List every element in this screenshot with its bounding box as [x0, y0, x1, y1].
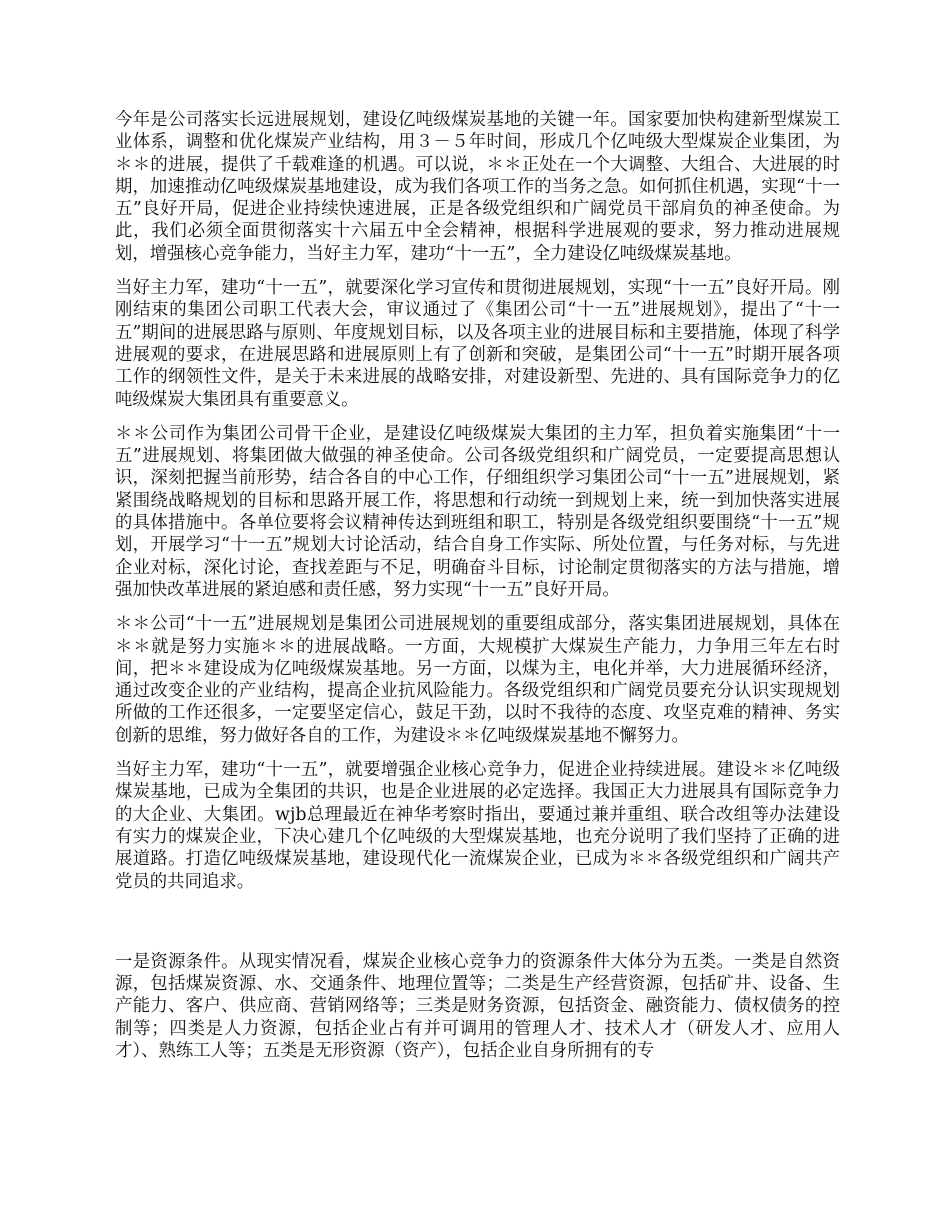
document-page	[115, 109, 840, 1074]
paragraph-5: 当好主力军，建功“十一五”，就要增强企业核心竞争力，促进企业持续进展。建设＊＊亿吨级煤炭基地，已成为全集团的共识，也是企业进展的必定选择。我国正大力进展具有国际竞争力的大企业、大集团。wjb总理最近在神华考察时指出，要通过兼并重组、联合改组等办法建设有实力的煤炭企业，下决心建几个亿吨级的大型煤炭基地，也充分说明了我们坚持了正确的进展道路。打造亿吨级煤炭基地，建设现代化一流煤炭企业，已成为＊＊各级党组织和广阔共产党员的共同追求。	[115, 760, 840, 892]
paragraph-4: ＊＊公司“十一五”进展规划是集团公司进展规划的重要组成部分，落实集团进展规划，具体在＊＊就是努力实施＊＊的进展战略。一方面，大规模扩大煤炭生产能力，力争用三年左右时间，把＊＊建设成为亿吨级煤炭基地。另一方面，以煤为主，电化并举，大力进展循环经济，通过改变企业的产业结构，提高企业抗风险能力。各级党组织和广阔党员要充分认识实现规划所做的工作还很多，一定要坚定信心，鼓足干劲，以时不我待的态度、攻坚克难的精神、务实创新的思维，努力做好各自的工作，为建设＊＊亿吨级煤炭基地不懈努力。	[115, 614, 840, 746]
paragraph-6: 一是资源条件。从现实情况看，煤炭企业核心竞争力的资源条件大体分为五类。一类是自然资源，包括煤炭资源、水、交通条件、地理位置等；二类是生产经营资源，包括矿井、设备、生产能力、客户、供应商、营销网络等；三类是财务资源，包括资金、融资能力、债权债务的控制等；四类是人力资源，包括企业占有并可调用的管理人才、技术人才（研发人才、应用人才）、熟练工人等；五类是无形资源（资产），包括企业自身所拥有的专	[115, 951, 840, 1061]
paragraph-3: ＊＊公司作为集团公司骨干企业，是建设亿吨级煤炭大集团的主力军，担负着实施集团“十一五”进展规划、将集团做大做强的神圣使命。公司各级党组织和广阔党员，一定要提高思想认识，深刻把握当前形势，结合各自的中心工作，仔细组织学习集团公司“十一五”进展规划，紧紧围绕战略规划的目标和思路开展工作，将思想和行动统一到规划上来，统一到加快落实进展的具体措施中。各单位要将会议精神传达到班组和职工，特别是各级党组织要围绕“十一五”规划，开展学习“十一五”规划大讨论活动，结合自身工作实际、所处位置，与任务对标，与先进企业对标，深化讨论，查找差距与不足，明确奋斗目标，讨论制定贯彻落实的方法与措施，增强加快改革进展的紧迫感和责任感，努力实现“十一五”良好开局。	[115, 423, 840, 600]
section-gap	[115, 905, 840, 951]
paragraph-1: 今年是公司落实长远进展规划，建设亿吨级煤炭基地的关键一年。国家要加快构建新型煤炭工业体系，调整和优化煤炭产业结构，用３－５年时间，形成几个亿吨级大型煤炭企业集团，为＊＊的进展，提供了千载难逢的机遇。可以说，＊＊正处在一个大调整、大组合、大进展的时期，加速推动亿吨级煤炭基地建设，成为我们各项工作的当务之急。如何抓住机遇，实现“十一五”良好开局，促进企业持续快速进展，正是各级党组织和广阔党员干部肩负的神圣使命。为此，我们必须全面贯彻落实十六届五中全会精神，根据科学进展观的要求，努力推动进展规划，增强核心竞争能力，当好主力军，建功“十一五”，全力建设亿吨级煤炭基地。	[115, 110, 840, 264]
paragraph-2: 当好主力军，建功“十一五”，就要深化学习宣传和贯彻进展规划，实现“十一五”良好开局。刚刚结束的集团公司职工代表大会，审议通过了《集团公司“十一五”进展规划》，提出了“十一五”期间的进展思路与原则、年度规划目标，以及各项主业的进展目标和主要措施，体现了科学进展观的要求，在进展思路和进展原则上有了创新和突破，是集团公司“十一五”时期开展各项工作的纲领性文件，是关于未来进展的战略安排，对建设新型、先进的、具有国际竞争力的亿吨级煤炭大集团具有重要意义。	[115, 278, 840, 410]
